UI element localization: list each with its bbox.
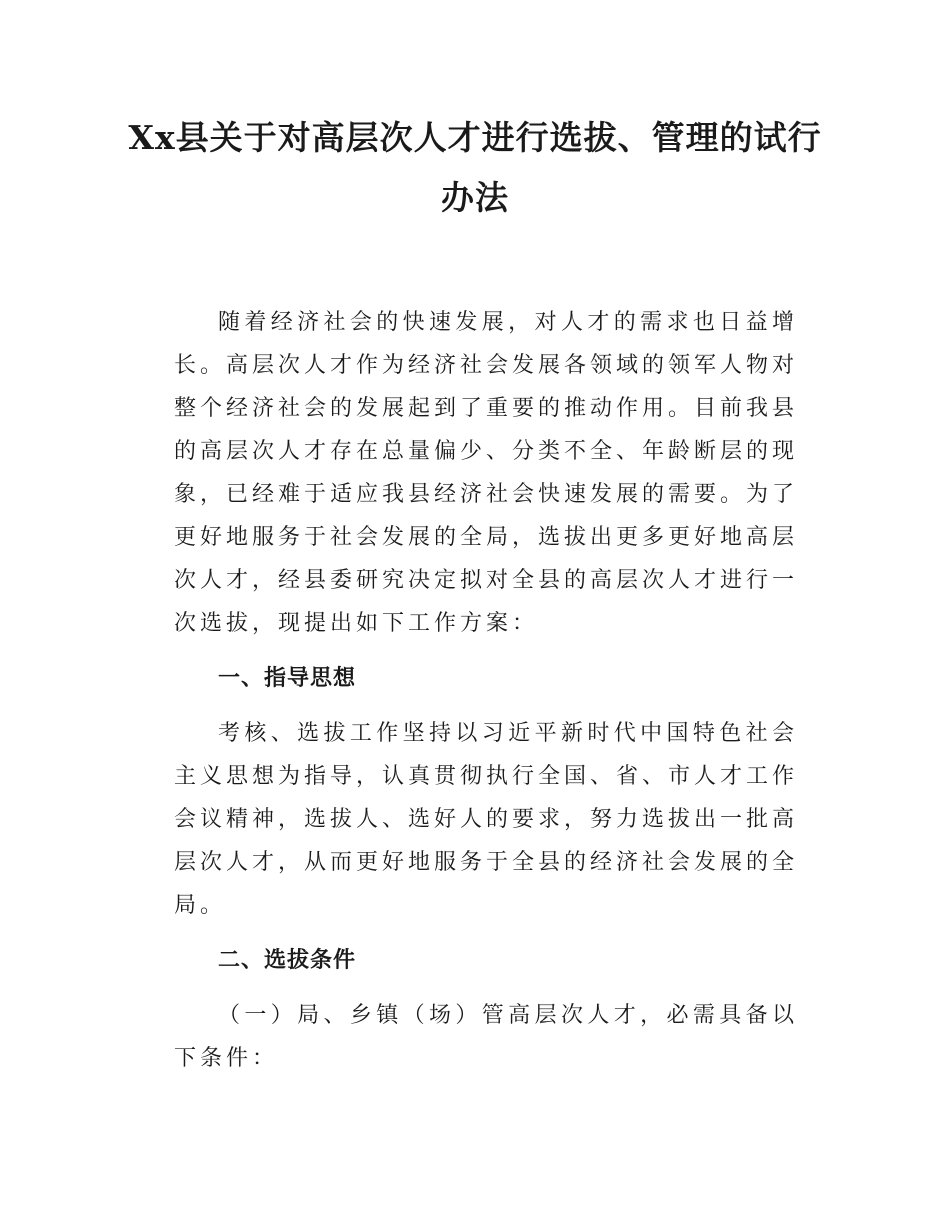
document-body — [174, 301, 798, 1080]
section-heading-guiding-ideology: 一、指导思想 — [218, 666, 357, 691]
document-title: Xx县关于对高层次人才进行选拔、管理的试行办法 — [128, 118, 822, 217]
guiding-ideology-paragraph: 考核、选拔工作坚持以习近平新时代中国特色社会主义思想为指导，认真贯彻执行全国、省、市人才工作会议精神，选拔人、选好人的要求，努力选拔出一批高层次人才，从而更好地服务于全县的经济社会发展的全局。 — [174, 721, 799, 918]
selection-criteria-paragraph: （一）局、乡镇（场）管高层次人才，必需具备以下条件： — [174, 1003, 798, 1071]
section-heading-selection-criteria: 二、选拔条件 — [218, 948, 357, 973]
intro-paragraph: 随着经济社会的快速发展，对人才的需求也日益增长。高层次人才作为经济社会发展各领域的领军人物对整个经济社会的发展起到了重要的推动作用。目前我县的高层次人才存在总量偏少、分类不全、年龄断层的现象，已经难于适应我县经济社会快速发展的需要。为了更好地服务于社会发展的全局，选拔出更多更好地高层次人才，经县委研究决定拟对全县的高层次人才进行一次选拔，现提出如下工作方案： — [174, 310, 799, 636]
